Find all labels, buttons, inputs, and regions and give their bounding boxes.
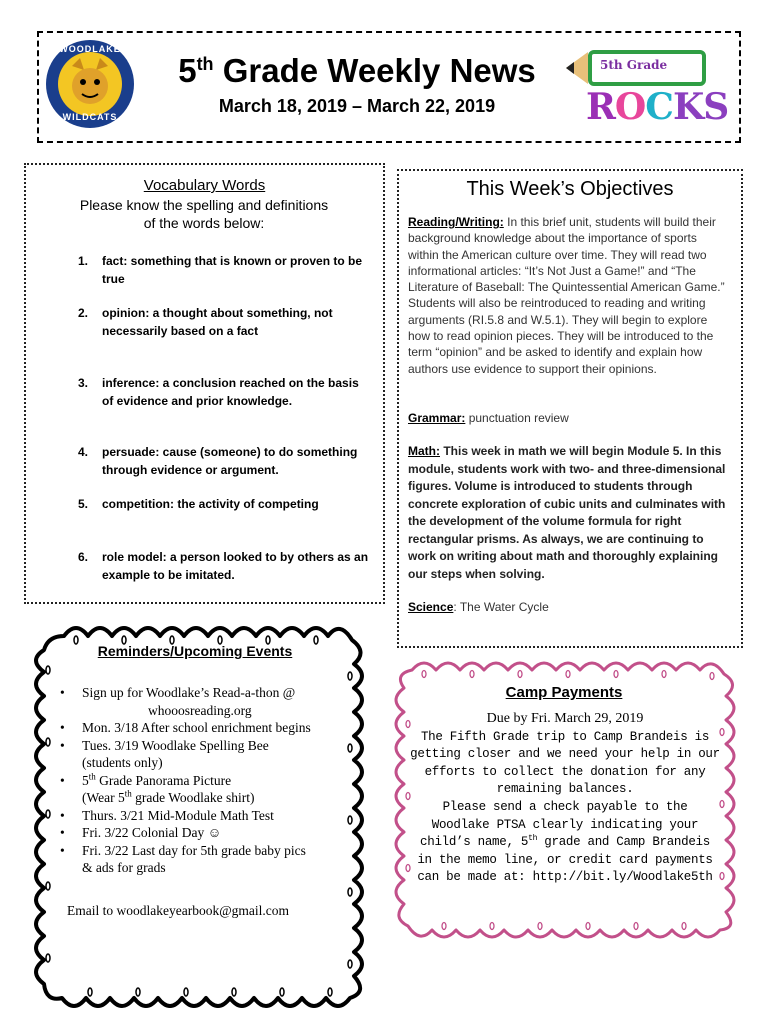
camp-payments-body: Due by Fri. March 29, 2019 The Fifth Grade trip to Camp Brandeis is getting closer and we need your help in our efforts to collect the donation for any remaining balances. Please send a check payable to the Woodlake PTSA clearly indicating your child’s name, 5th grade and Camp Brandeis in the memo line, or credit card payments can be made at: http://bit.ly/Woodlake5th (410, 711, 720, 885)
wildcat-mascot-icon (58, 52, 122, 116)
list-item: • Thurs. 3/21 Mid-Module Math Test (56, 807, 356, 825)
objectives-title: This Week’s Objectives (466, 178, 674, 200)
pencil-lead-icon (566, 62, 574, 74)
reading-writing-objective: Reading/Writing: In this brief unit, students will build their background knowledge about the importance of sports within the American culture over time. They will read two informational articles: “It’s Not Just a Game!” and “The Literature of Baseball: The Quintessential American Game.” Students will also be reintroduced to reading and writing arguments (RI.5.8 and W.5.1). They will begin to explore how to read opinion pieces. They will be introduced to the term “opinion” and be asked to identify and explain how authors use evidence to support their opinions. (408, 215, 725, 376)
page-title: 5th Grade Weekly News (178, 52, 536, 89)
badge-grade-text: 5th Grade (600, 58, 668, 72)
camp-payments-title: Camp Payments (505, 684, 623, 701)
yearbook-email: Email to woodlakeyearbook@gmail.com (67, 903, 289, 918)
science-objective: Science: The Water Cycle (408, 600, 549, 614)
camp-due-date: Due by Fri. March 29, 2019 (486, 711, 644, 726)
seal-text-bottom: WILDCATS (62, 112, 118, 122)
list-item: • Fri. 3/22 Last day for 5th grade baby pics & ads for grads (56, 842, 356, 877)
list-item: • Fri. 3/22 Colonial Day ☺ (56, 824, 356, 842)
seal-text-top: WOODLAKE (59, 44, 121, 54)
week-dates: March 18, 2019 – March 22, 2019 (218, 96, 496, 116)
vocabulary-intro: Please know the spelling and definitions of the words below: (79, 197, 329, 231)
reminders-list (56, 684, 356, 877)
math-objective: Math: This week in math we will begin Module 5. In this module, students work with two- and three-dimensional figures. Volume is introduced to students through concrete exploration of cubic units and culminates with the development of the volume formula for right rectangular prisms. As always, we are continuing to work on writing about math and thoroughly explaining our steps when solving. (408, 444, 726, 581)
rocks-logo: ROCKS (586, 86, 729, 128)
list-item: • Mon. 3/18 After school enrichment begins (56, 719, 356, 737)
reminders-title: Reminders/Upcoming Events (97, 643, 293, 659)
camp-payment-link[interactable]: can be made at: http://bit.ly/Woodlake5th (417, 870, 713, 885)
grammar-objective: Grammar: punctuation review (408, 411, 569, 425)
list-item: • Sign up for Woodlake’s Read-a-thon @ whooosreading.org (56, 684, 356, 719)
vocabulary-title: Vocabulary Words (143, 177, 266, 194)
list-item: • Tues. 3/19 Woodlake Spelling Bee (students only) (56, 737, 356, 772)
list-item: • 5th Grade Panorama Picture (Wear 5th grade Woodlake shirt) (56, 772, 356, 807)
